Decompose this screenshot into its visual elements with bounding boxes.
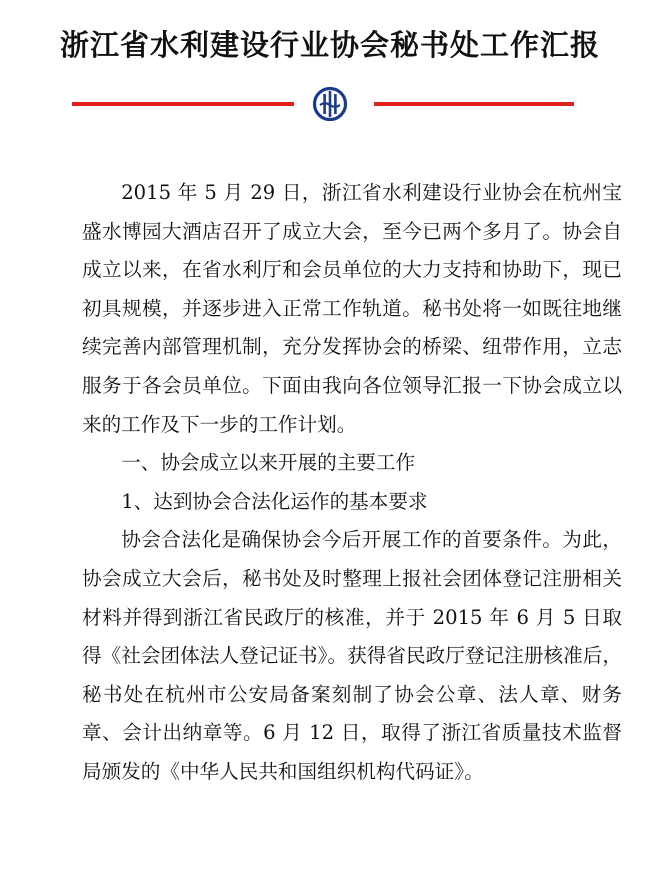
document-title: 浙江省水利建设行业协会秘书处工作汇报 (59, 28, 600, 62)
subsection-heading: 1、达到协会合法化运作的基本要求 (121, 489, 428, 513)
section-heading: 一、协会成立以来开展的主要工作 (121, 451, 416, 475)
header-rule-right (374, 102, 574, 106)
paragraph-legalization: 协会合法化是确保协会今后开展工作的首要条件。为此，协会成立大会后，秘书处及时整理上报社会团体登记注册相关材料并得到浙江省民政厅的核准，并于 2015 年 6 月 5 日取得《社会团体法人登记证书》。获得省民政厅登记注册核准后，秘书处在杭州市公安局备案刻制了协会公章、法人章、财务章、会计出纳章等。6 月 12 日，取得了浙江省质量技术监督局颁发的《中华人民共和国组织机构代码证》。 (82, 528, 622, 783)
paragraph-intro: 2015 年 5 月 29 日，浙江省水利建设行业协会在杭州宝盛水博园大酒店召开了成立大会，至今已两个多月了。协会自成立以来，在省水利厅和会员单位的大力支持和协助下，现已初具规模，并逐步进入正常工作轨道。秘书处将一如既往地继续完善内部管理机制，充分发挥协会的桥梁、纽带作用，立志服务于各会员单位。下面由我向各位领导汇报一下协会成立以来的工作及下一步的工作计划。 (82, 181, 622, 436)
document-body (82, 174, 622, 792)
header-rule-left (72, 102, 294, 106)
water-conservancy-emblem-icon (311, 84, 349, 124)
